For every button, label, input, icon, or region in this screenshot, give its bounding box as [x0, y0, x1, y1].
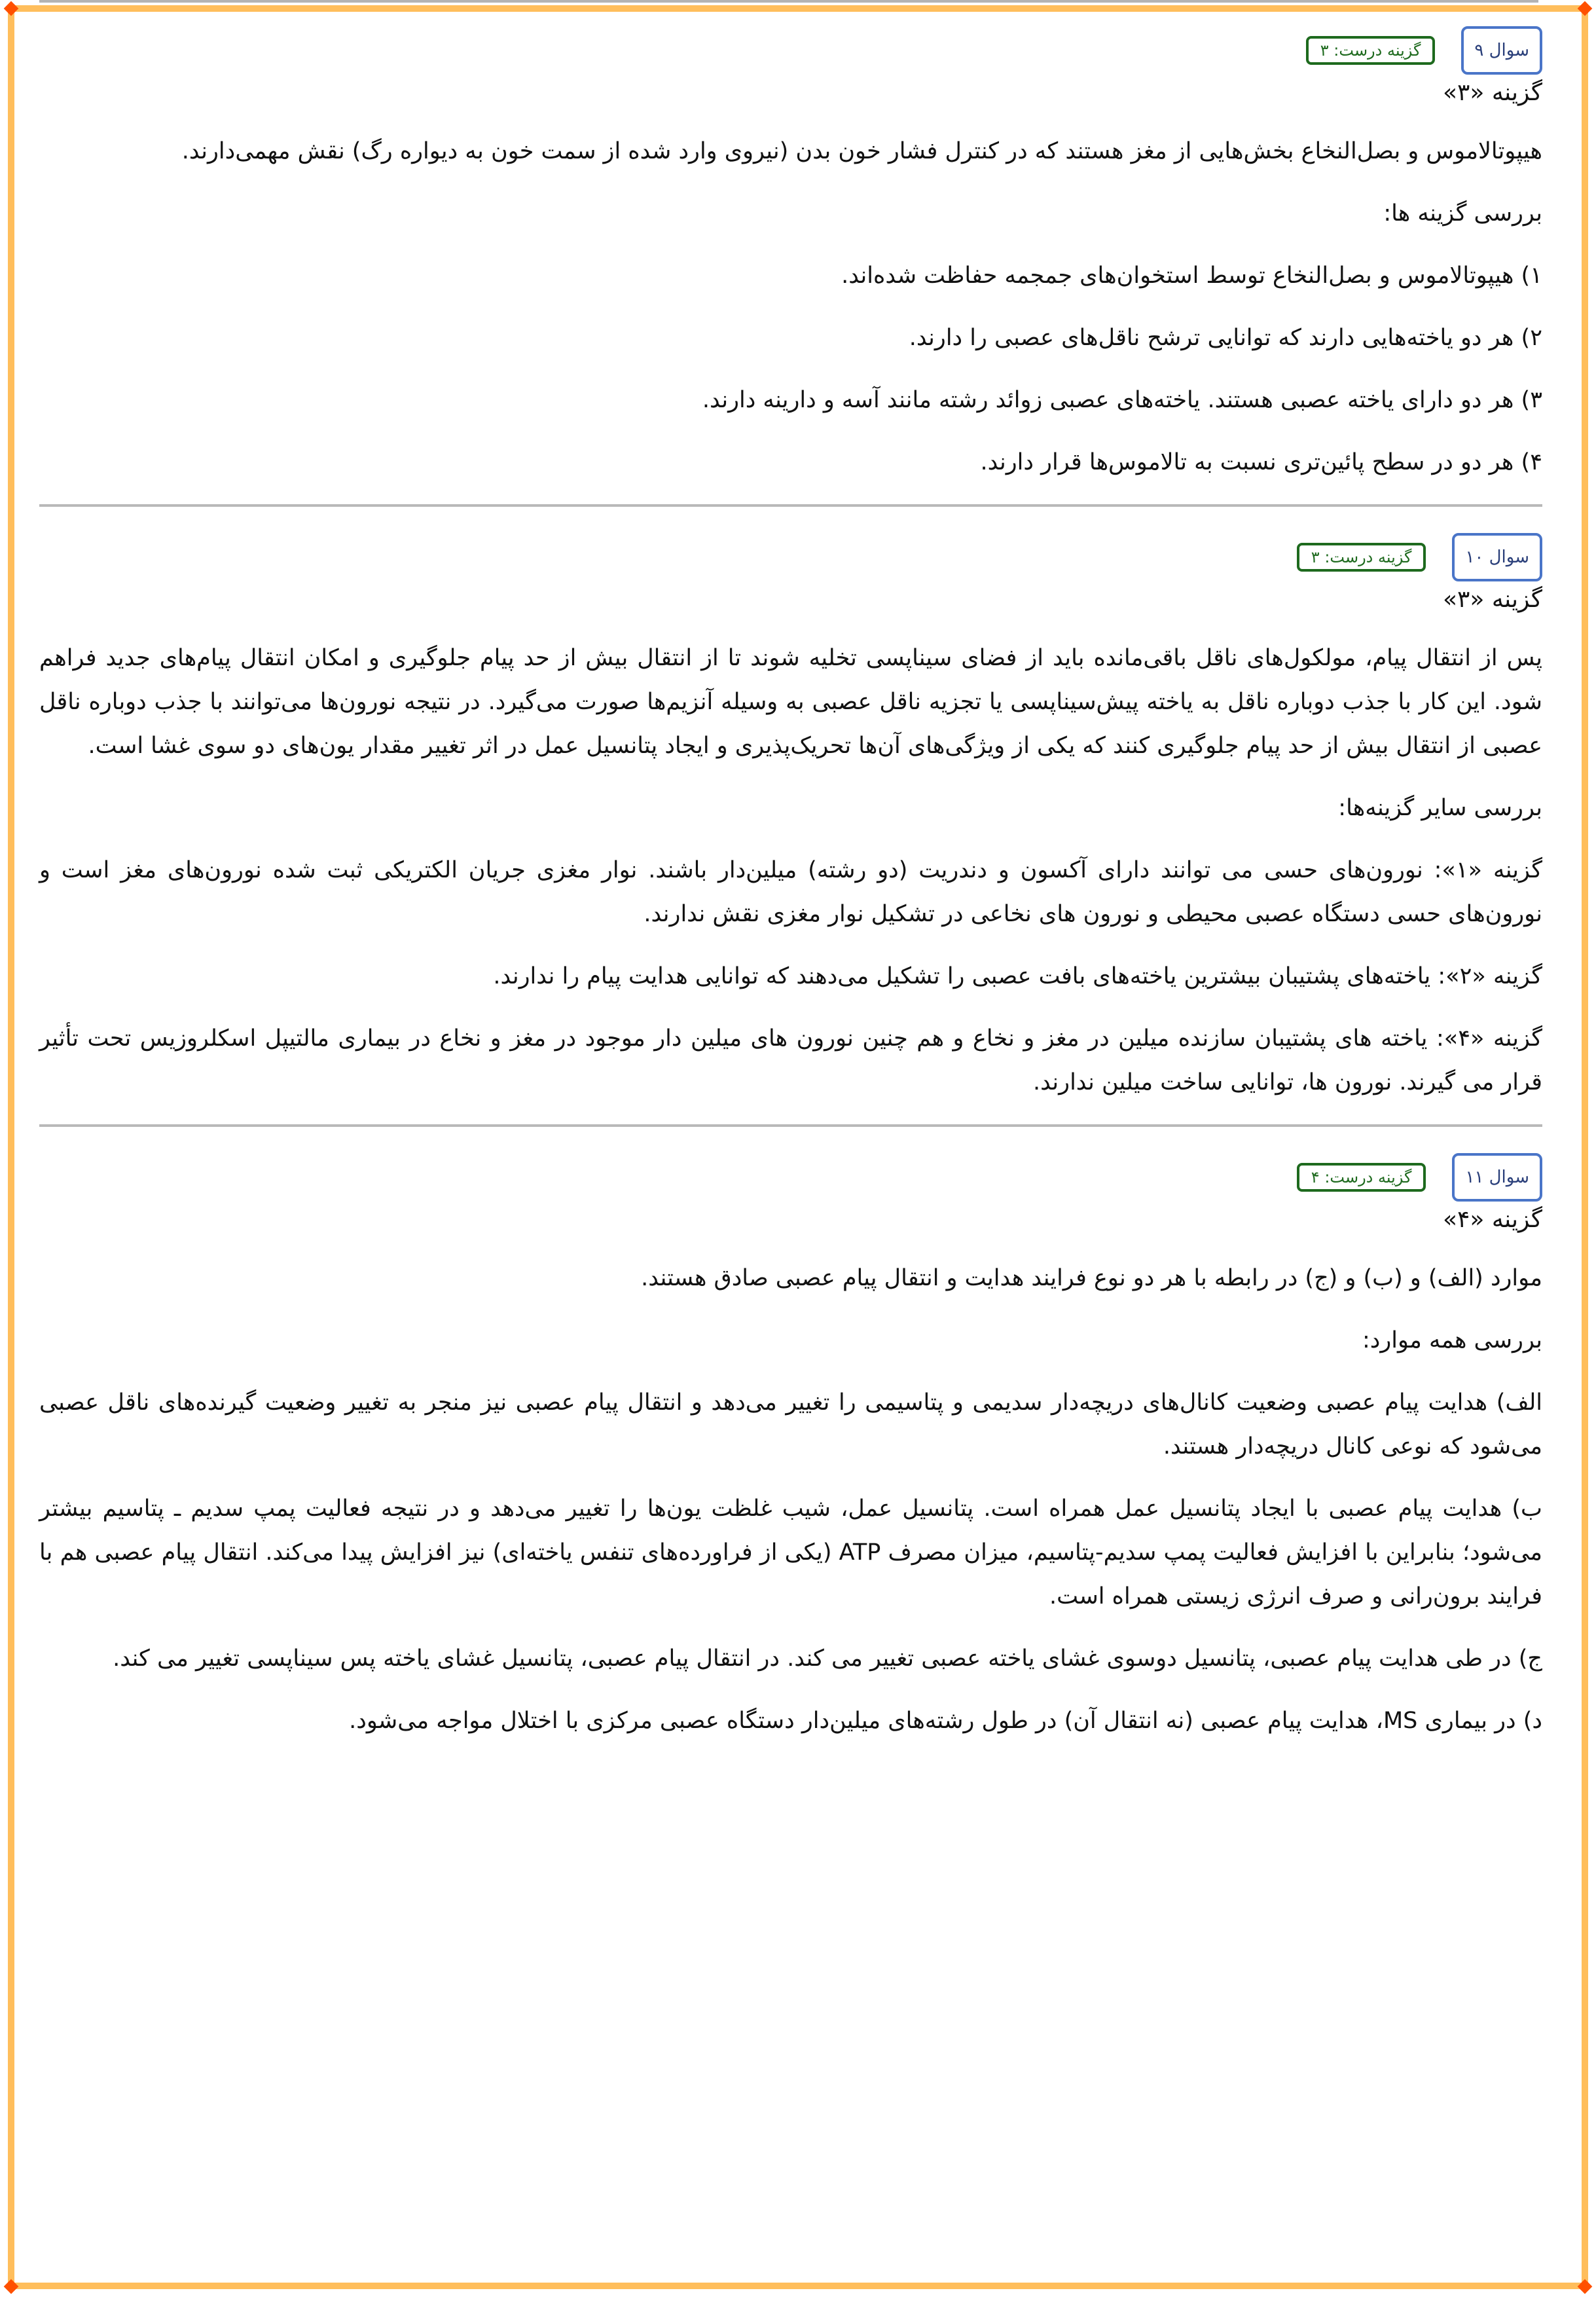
item-review-alef: الف) هدایت پیام عصبی وضعیت کانال‌های دریچه‌دار سدیمی و پتاسیمی را تغییر می‌دهد و انتقال پیام عصبی نیز منجر به تغییر وضعیت گیرنده‌های ناقل عصبی می‌شود که نوعی کانال دریچه‌دار هستند. [39, 1389, 1542, 1460]
item-review-be: ب) هدایت پیام عصبی با ایجاد پتانسیل عمل همراه است. پتانسیل عمل، شیب غلظت یون‌ها را تغییر می‌دهد و در نتیجه فعالیت پمپ سدیم ـ پتاسیم بیشتر می‌شود؛ بنابراین با افزایش فعالیت پمپ سدیم-پتاسیم، میزان مصرف ATP (یکی از فراورده‌های تنفس یاخته‌ای) نیز افزایش پیدا می‌کند. انتقال پیام عصبی هم با فرایند برون‌رانی و صرف انرژی زیستی همراه است. [39, 1496, 1542, 1609]
correct-answer-badge: گزینه درست: ۴ [1297, 1163, 1426, 1192]
options-review-heading: بررسی همه موارد: [1362, 1327, 1542, 1353]
options-review-heading: بررسی سایر گزینه‌ها: [1338, 795, 1542, 821]
answer-sheet [39, 0, 1542, 1743]
option-review-2: گزینه «۲»: یاخته‌های پشتیبان بیشترین یاخته‌های بافت عصبی را تشکیل می‌دهند که توانایی هدایت پیام را ندارند. [493, 963, 1542, 989]
page-frame-bottom [11, 2283, 1585, 2289]
item-review-dal: د) در بیماری MS، هدایت پیام عصبی (نه انتقال آن) در طول رشته‌های میلین‌دار دستگاه عصبی مرکزی با اختلال مواجه می‌شود. [349, 1708, 1542, 1734]
page-frame-right [1582, 9, 1588, 2286]
item-review-jim: ج) در طی هدایت پیام عصبی، پتانسیل دوسوی غشای یاخته عصبی تغییر می کند. در انتقال پیام عصبی، پتانسیل غشای یاخته پس سیناپسی تغییر می کند. [113, 1645, 1542, 1672]
choice-heading: گزینه «۳» [1442, 79, 1542, 106]
page-frame-left [8, 9, 14, 2286]
options-review-heading: بررسی گزینه ها: [1383, 200, 1542, 227]
option-review-1: ۱) هیپوتالاموس و بصل‌النخاع توسط استخوان‌های جمجمه حفاظت شده‌اند. [841, 263, 1542, 289]
correct-answer-badge: گزینه درست: ۳ [1306, 36, 1436, 65]
choice-heading: گزینه «۴» [1442, 1206, 1542, 1233]
question-number-badge: سوال ۱۱ [1452, 1153, 1542, 1202]
question-number-badge: سوال ۱۰ [1452, 533, 1542, 581]
option-review-3: ۳) هر دو دارای یاخته عصبی هستند. یاخته‌های عصبی زوائد رشته مانند آسه و دارینه دارند. [702, 387, 1542, 413]
question-header [39, 507, 1542, 581]
correct-answer-badge: گزینه درست: ۳ [1297, 543, 1426, 572]
option-review-4: ۴) هر دو در سطح پائین‌تری نسبت به تالاموس‌ها قرار دارند. [980, 449, 1542, 475]
frame-corner-diamond-icon [4, 1, 19, 16]
explanation-paragraph: هیپوتالاموس و بصل‌النخاع بخش‌هایی از مغز هستند که در کنترل فشار خون بدن (نیروی وارد شده از سمت خون به دیواره رگ) نقش مهمی‌دارند. [181, 138, 1542, 164]
question-number-badge: سوال ۹ [1461, 26, 1542, 75]
explanation-paragraph: پس از انتقال پیام، مولکول‌های ناقل باقی‌مانده باید از فضای سیناپسی تخلیه شوند تا از انتقال بیش از حد پیام جلوگیری و امکان انتقال پیام‌های جدید فراهم شود. این کار با جذب دوباره ناقل به یاخته پیش‌سیناپسی یا تجزیه ناقل عصبی به وسیله آنزیم‌ها صورت می‌گیرد. در نتیجه نورون‌ها می‌توانند با جذب دوباره ناقل عصبی از انتقال بیش از حد پیام جلوگیری کنند که یکی از ویژگی‌های آن‌ها تحریک‌پذیری و ایجاد پتانسیل عمل در اثر تغییر مقدار یون‌های دو سوی غشا است. [39, 645, 1542, 759]
choice-heading: گزینه «۳» [1442, 586, 1542, 613]
question-10 [39, 507, 1542, 1127]
question-header [39, 1127, 1542, 1202]
option-review-4: گزینه «۴»: یاخته های پشتیبان سازنده میلین در مغز و نخاع و هم چنین نورون های میلین دار موجود در مغز و نخاع در بیماری مالتیپل اسکلروزیس تحت تأثیر قرار می گیرند. نورون ها، توانایی ساخت میلین ندارند. [39, 1025, 1542, 1095]
frame-corner-diamond-icon [1578, 1, 1593, 16]
option-review-2: ۲) هر دو یاخته‌هایی دارند که توانایی ترشح ناقل‌های عصبی را دارند. [909, 325, 1542, 351]
frame-corner-diamond-icon [4, 2279, 19, 2294]
question-header [39, 0, 1542, 75]
frame-corner-diamond-icon [1578, 2279, 1593, 2294]
explanation-paragraph: موارد (الف) و (ب) و (ج) در رابطه با هر دو نوع فرایند هدایت و انتقال پیام عصبی صادق هستند. [641, 1265, 1542, 1291]
question-11 [39, 1127, 1542, 1743]
option-review-1: گزینه «۱»: نورون‌های حسی می توانند دارای آکسون و دندریت (دو رشته) میلین‌دار باشند. نوار مغزی جریان الکتریکی ثبت شده نورون‌های مغز است و نورون‌های حسی دستگاه عصبی محیطی و نورون های نخاعی در تشکیل نوار مغزی نقش ندارند. [39, 857, 1542, 927]
question-9 [39, 0, 1542, 507]
